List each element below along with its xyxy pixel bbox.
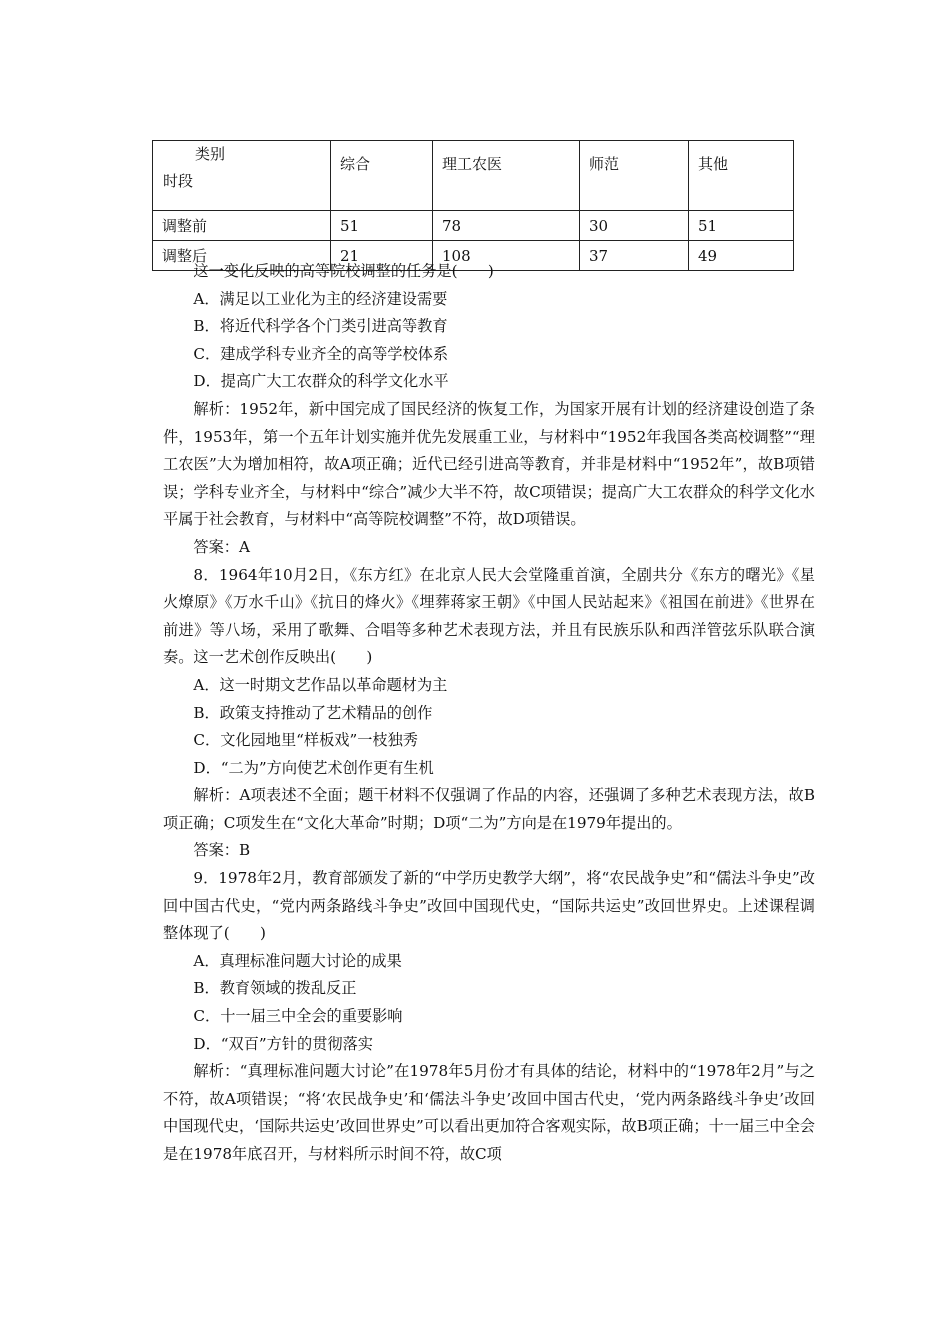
analysis-paragraph: 解析：1952年，新中国完成了国民经济的恢复工作，为国家开展有计划的经济建设创造了条件，1953年，第一个五年计划实施并优先发展重工业，与材料中“1952年我国各类高校调整”“理工农医”大为增加相符，故A项正确；近代已经引进高等教育，并非是材料中“1952年”，故B项错误；学科专业齐全，与材料中“综合”减少大半不符，故C项错误；提高广大工农群众的科学文化水平属于社会教育，与材料中“高等院校调整”不符，故D项错误。 bbox=[163, 399, 815, 529]
option-c: C．建成学科专业齐全的高等学校体系 bbox=[193, 344, 449, 363]
analysis-paragraph: 解析：A项表述不全面；题干材料不仅强调了作品的内容，还强调了多种艺术表现方法，故B项正确；C项发生在“文化大革命”时期；D项“二为”方向是在1979年提出的。 bbox=[163, 786, 815, 832]
option-a: A．这一时期文艺作品以革命题材为主 bbox=[193, 675, 448, 694]
option-a: A．真理标准问题大讨论的成果 bbox=[193, 951, 402, 970]
table-cell: 37 bbox=[580, 241, 689, 271]
option-c: C．文化园地里“样板戏”一枝独秀 bbox=[193, 731, 418, 750]
header-cell: 师范 bbox=[580, 141, 689, 211]
question-stem: 8．1964年10月2日，《东方红》在北京人民大会堂隆重首演，全剧共分《东方的曙光》《星火燎原》《万水千山》《抗日的烽火》《埋葬蒋家王朝》《中国人民站起来》《祖国在前进》《世界在前进》等八场，采用了歌舞、合唱等多种艺术表现方法，并且有民族乐队和西洋管弦乐队联合演奏。这一艺术创作反映出( ) bbox=[163, 565, 815, 667]
option-c: C．十一届三中全会的重要影响 bbox=[193, 1007, 403, 1026]
table-cell: 49 bbox=[689, 241, 794, 271]
table-cell: 21 bbox=[331, 241, 433, 271]
question-9 bbox=[163, 865, 815, 1169]
table-row bbox=[153, 211, 794, 241]
row-label: 调整前 bbox=[153, 211, 331, 241]
analysis-paragraph: 解析：“真理标准问题大讨论”在1978年5月份才有具体的结论，材料中的“1978年2月”与之不符，故A项错误；“将‘农民战争史’和‘儒法斗争史’改回中国古代史，‘党内两条路线斗争史’改回中国现代史，‘国际共运史’改回世界史”可以看出更加符合客观实际，故B项正确；十一届三中全会是在1978年底召开，与材料所示时间不符，故C项 bbox=[163, 1062, 815, 1163]
header-cell: 综合 bbox=[331, 141, 433, 211]
option-b: B．教育领域的拨乱反正 bbox=[193, 979, 357, 998]
question-8 bbox=[163, 562, 815, 866]
table-cell: 108 bbox=[433, 241, 580, 271]
table-cell: 51 bbox=[689, 211, 794, 241]
option-d: D．“二为”方向使艺术创作更有生机 bbox=[193, 758, 434, 777]
corner-label-category: 类别 bbox=[195, 145, 226, 163]
option-d: D．提高广大工农群众的科学文化水平 bbox=[193, 372, 449, 391]
row-label: 调整后 bbox=[153, 241, 331, 271]
header-cell: 其他 bbox=[689, 141, 794, 211]
table-cell: 30 bbox=[580, 211, 689, 241]
question-stem: 9．1978年2月，教育部颁发了新的“中学历史教学大纲”，将“农民战争史”和“儒法斗争史”改回中国古代史，“党内两条路线斗争史”改回中国现代史，“国际共运史”改回世界史。上述课程调整体现了( ) bbox=[163, 869, 815, 943]
table-cell: 78 bbox=[433, 211, 580, 241]
option-b: B．将近代科学各个门类引进高等教育 bbox=[193, 317, 448, 336]
option-a: A．满足以工业化为主的经济建设需要 bbox=[193, 289, 448, 308]
option-b: B．政策支持推动了艺术精品的创作 bbox=[193, 703, 433, 722]
table-header-row bbox=[153, 141, 794, 211]
document-body bbox=[163, 258, 815, 1169]
answer-line: 答案：A bbox=[193, 537, 250, 556]
table-cell: 51 bbox=[331, 211, 433, 241]
header-cell: 理工农医 bbox=[433, 141, 580, 211]
question-7 bbox=[163, 258, 815, 562]
answer-line: 答案：B bbox=[193, 841, 251, 860]
table-corner-cell bbox=[153, 141, 331, 211]
question-stem: 这一变化反映的高等院校调整的任务是( ) bbox=[193, 262, 494, 280]
data-table bbox=[152, 140, 794, 271]
option-d: D．“双百”方针的贯彻落实 bbox=[193, 1034, 373, 1053]
corner-label-period: 时段 bbox=[163, 172, 194, 190]
